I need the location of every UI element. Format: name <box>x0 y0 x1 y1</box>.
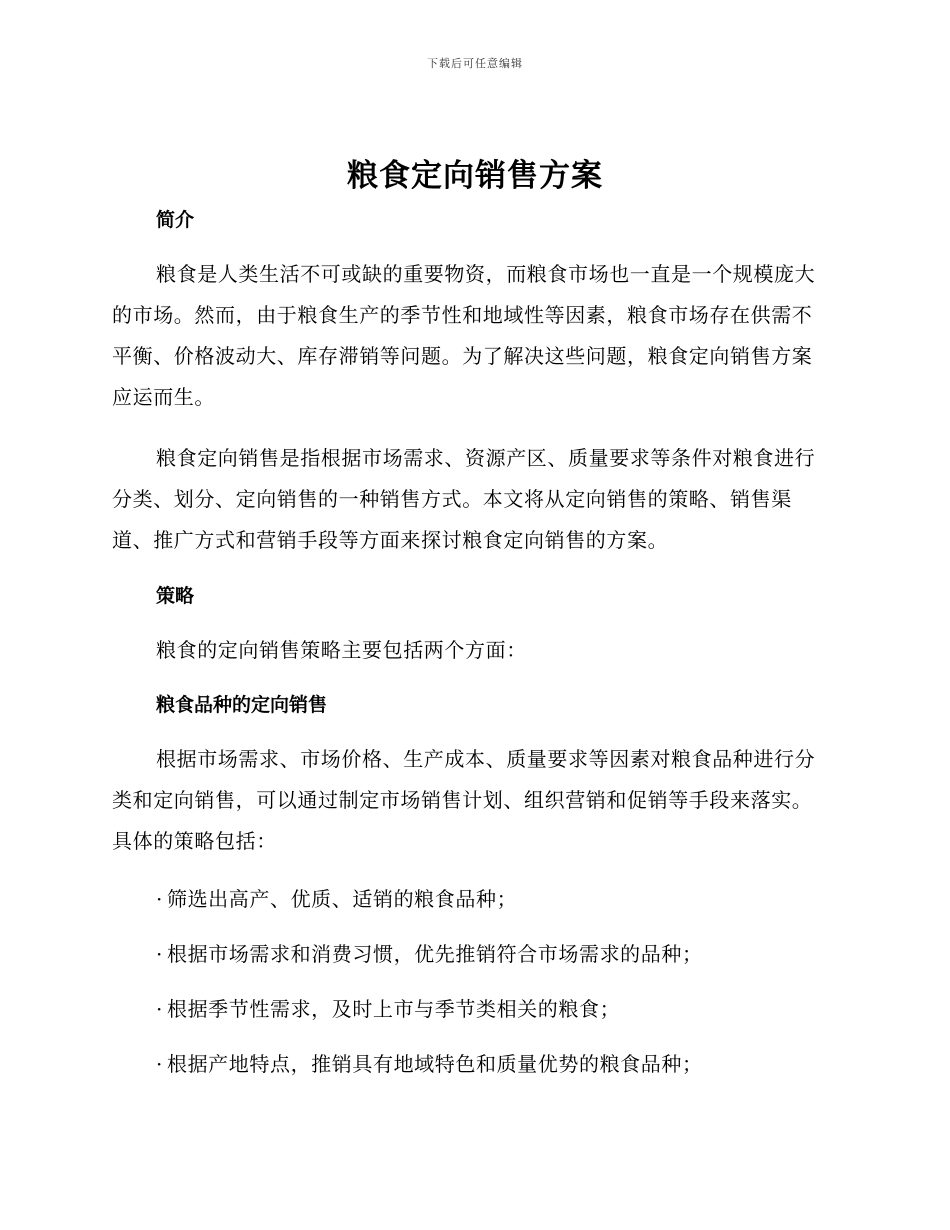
document-title: 粮食定向销售方案 <box>347 158 603 194</box>
paragraph-variety: 根据市场需求、市场价格、生产成本、质量要求等因素对粮食品种进行分类和定向销售，可以通过制定市场销售计划、组织营销和促销等手段来落实。具体的策略包括： <box>112 747 816 853</box>
section-heading-strategy: 策略 <box>156 585 195 607</box>
bullet-icon: · <box>156 997 163 1021</box>
header-note: 下载后可任意编辑 <box>427 57 523 70</box>
list-item-text: 筛选出高产、优质、适销的粮食品种； <box>166 887 518 911</box>
list-item-text: 根据产地特点，推销具有地域特色和质量优势的粮食品种； <box>166 1052 703 1076</box>
bullet-icon: · <box>156 1052 163 1076</box>
bullet-icon: · <box>156 887 163 911</box>
paragraph-intro-1: 粮食是人类生活不可或缺的重要物资，而粮食市场也一直是一个规模庞大的市场。然而，由于粮食生产的季节性和地域性等因素，粮食市场存在供需不平衡、价格波动大、库存滞销等问题。为了解决这些问题，粮食定向销售方案应运而生。 <box>112 262 816 409</box>
list-item <box>156 995 620 1023</box>
list-item <box>156 885 517 913</box>
list-item-text: 根据市场需求和消费习惯，优先推销符合市场需求的品种； <box>166 942 703 966</box>
list-item <box>156 1050 703 1078</box>
strategy-intro-text: 粮食的定向销售策略主要包括两个方面： <box>156 638 527 662</box>
paragraph-intro-2: 粮食定向销售是指根据市场需求、资源产区、质量要求等条件对粮食进行分类、划分、定向销售的一种销售方式。本文将从定向销售的策略、销售渠道、推广方式和营销手段等方面来探讨粮食定向销售的方案。 <box>112 446 816 552</box>
bullet-icon: · <box>156 942 163 966</box>
section-heading-intro: 简介 <box>156 209 195 231</box>
subsection-heading-variety: 粮食品种的定向销售 <box>156 694 328 716</box>
list-item-text: 根据季节性需求，及时上市与季节类相关的粮食； <box>166 997 621 1021</box>
list-item <box>156 940 703 968</box>
